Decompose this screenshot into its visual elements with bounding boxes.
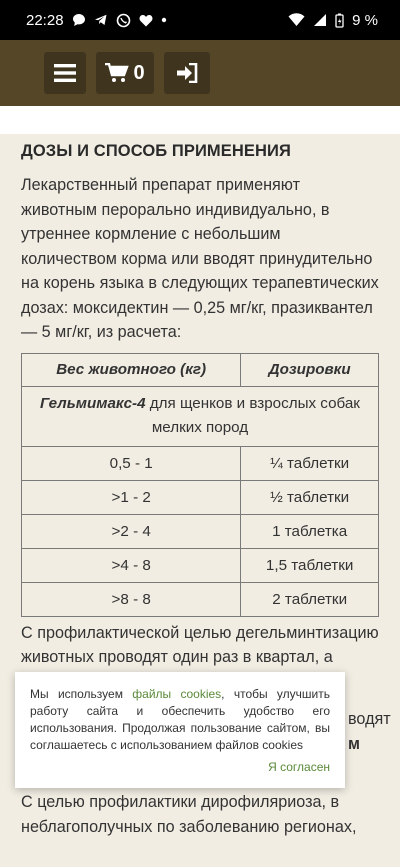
heart-icon — [139, 14, 153, 27]
product-cell — [22, 386, 379, 446]
table-row — [22, 514, 379, 548]
weight-cell: >4 - 8 — [22, 548, 241, 582]
telegram-icon — [94, 13, 108, 27]
weight-cell: >2 - 4 — [22, 514, 241, 548]
chat-icon — [72, 13, 86, 27]
table-row — [22, 582, 379, 616]
product-row — [22, 386, 379, 446]
weight-cell: >8 - 8 — [22, 582, 241, 616]
wifi-icon — [288, 13, 305, 27]
table-row — [22, 480, 379, 514]
table-row — [22, 548, 379, 582]
cart-count: 0 — [133, 61, 145, 84]
dose-cell: 1 таблетка — [241, 514, 379, 548]
status-right — [288, 12, 378, 29]
cookie-text-end: , чтобы улучшить работу сайта и обеспечить удобство его использования. Продолжая пользование сайтом, вы соглашаетесь с использованием файлов cookies — [30, 687, 330, 752]
dot-icon — [161, 17, 167, 23]
clock: 22:28 — [26, 11, 64, 29]
hidden-text-fragment: м — [348, 735, 360, 753]
battery-level: 9 % — [352, 11, 378, 29]
dose-cell: 2 таблетки — [241, 582, 379, 616]
prophylaxis-paragraph: С профилактической целью дегельминтизацию животных проводят один раз в квартал, а — [21, 623, 379, 666]
accept-cookies-button[interactable]: Я согласен — [268, 760, 330, 774]
header-dosage: Дозировки — [241, 353, 379, 386]
weight-cell: 0,5 - 1 — [22, 446, 241, 480]
dosage-table — [21, 353, 379, 617]
hamburger-icon — [54, 64, 76, 82]
article-content — [21, 134, 379, 694]
dose-cell: 1,5 таблетки — [241, 548, 379, 582]
bottom-paragraph: С целью профилактики дирофиляриоза, в неблагополучных по заболеванию регионах, — [21, 793, 357, 836]
product-desc: для щенков и взрослых собак мелких пород — [145, 395, 360, 436]
intro-paragraph: Лекарственный препарат применяют животным перорально индивидуально, в утреннее кормление с небольшим количеством корма или вводят принудительно на корень языка в следующих терапевтических дозах: моксидектин — 0,25 мг/кг, празиквантел — 5 мг/кг, из расчета: — [21, 176, 379, 341]
menu-button[interactable] — [44, 52, 86, 94]
sign-in-icon — [176, 63, 198, 83]
cookie-text — [30, 686, 330, 754]
cart-button[interactable] — [96, 52, 154, 94]
site-header — [0, 40, 400, 106]
viber-icon — [116, 13, 131, 28]
cart-icon — [105, 63, 129, 83]
dose-cell: ¼ таблетки — [241, 446, 379, 480]
section-title: ДОЗЫ И СПОСОБ ПРИМЕНЕНИЯ — [21, 142, 291, 160]
table-header-row — [22, 353, 379, 386]
status-bar — [0, 0, 400, 40]
battery-icon — [335, 13, 344, 28]
table-row — [22, 446, 379, 480]
signal-icon — [313, 13, 327, 27]
hidden-text-fragment: водят — [348, 710, 391, 728]
dose-cell: ½ таблетки — [241, 480, 379, 514]
cookie-policy-link[interactable]: файлы cookies — [132, 687, 222, 701]
header-spacer — [0, 106, 400, 134]
header-weight: Вес животного (кг) — [22, 353, 241, 386]
status-left — [26, 12, 167, 29]
cookie-banner — [15, 672, 345, 788]
weight-cell: >1 - 2 — [22, 480, 241, 514]
login-button[interactable] — [164, 52, 210, 94]
product-name: Гельмимакс-4 — [40, 395, 146, 412]
cookie-text-start: Мы используем — [30, 687, 133, 701]
